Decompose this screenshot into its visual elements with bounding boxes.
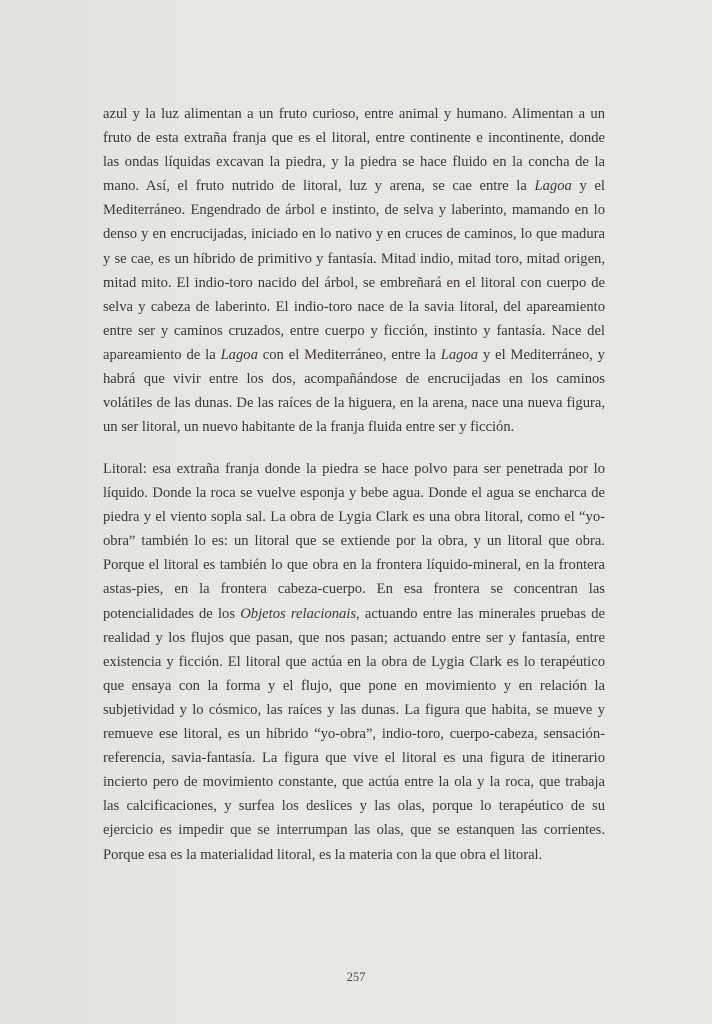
text-line: apareamiento de la Lagoa con el Mediterráneo, entre la Lagoa y el Mediterráneo, y xyxy=(103,346,605,363)
text-line: volátiles de las dunas. De las raíces de la higuera, en la arena, nace una nueva figura, xyxy=(103,395,605,412)
text-line: Mediterráneo. Engendrado de árbol e instinto, de selva y laberinto, mamando en lo xyxy=(103,202,605,219)
text-line: las calcificaciones, y surfea los deslices y las olas, porque lo terapéutico de su xyxy=(103,798,605,815)
page-number: 257 xyxy=(346,970,366,984)
text-line: denso y en encrucijadas, iniciado en lo nativo y en cruces de caminos, lo que madura xyxy=(103,226,605,243)
text-line: ejercicio es impedir que se interrumpan las olas, que se estanquen las corrientes. xyxy=(103,822,605,839)
text-line: selva y cabeza de laberinto. El indio-toro nace de la savia litoral, del apareamiento xyxy=(103,298,605,315)
text-line: las ondas líquidas excavan la piedra, y la piedra se hace fluido en la concha de la xyxy=(103,154,605,171)
text-line: mano. Así, el fruto nutrido de litoral, luz y arena, se cae entre la Lagoa y el xyxy=(103,178,605,195)
text-line: entre ser y caminos cruzados, entre cuerpo y ficción, instinto y fantasía. Nace del xyxy=(103,322,605,339)
text-line: azul y la luz alimentan a un fruto curioso, entre animal y humano. Alimentan a un xyxy=(103,106,605,122)
text-line: incierto pero de movimiento constante, que actúa entre la ola y la roca, que trabaja xyxy=(103,774,605,791)
text-line: y se cae, es un híbrido de primitivo y fantasía. Mitad indio, mitad toro, mitad origen, xyxy=(103,250,605,267)
text-line: Porque el litoral es también lo que obra en la frontera líquido-mineral, en la frontera xyxy=(103,557,605,574)
text-line: piedra y el viento sopla sal. La obra de Lygia Clark es una obra litoral, como el “yo- xyxy=(103,509,605,526)
text-line: subjetividad y lo cósmico, las raíces y las dunas. La figura que habita, se mueve y xyxy=(103,701,605,718)
text-line: remueve ese litoral, es un híbrido “yo-obra”, indio-toro, cuerpo-cabeza, sensación- xyxy=(103,726,605,743)
text-line: habrá que vivir entre los dos, acompañándose de encrucijadas en los caminos xyxy=(103,371,605,388)
text-line: potencialidades de los Objetos relacionais, actuando entre las minerales pruebas de xyxy=(103,605,605,622)
text-line: Porque esa es la materialidad litoral, es la materia con la que obra el litoral. xyxy=(103,846,543,863)
text-line: mitad mito. El indio-toro nacido del árbol, se embreñará en el litoral con cuerpo de xyxy=(103,274,605,291)
text-line: referencia, savia-fantasía. La figura que vive el litoral es una figura de itinerario xyxy=(103,750,605,767)
text-line: fruto de esta extraña franja que es el litoral, entre continente e incontinente, donde xyxy=(103,130,605,147)
paragraph-1 xyxy=(103,102,605,439)
text-line: Litoral: esa extraña franja donde la piedra se hace polvo para ser penetrada por lo xyxy=(103,461,605,477)
text-line: líquido. Donde la roca se vuelve esponja y bebe agua. Donde el agua se encharca de xyxy=(103,485,605,502)
text-line: obra” también lo es: un litoral que se extiende por la obra, y un litoral que obra. xyxy=(103,533,605,550)
text-line: un ser litoral, un nuevo habitante de la franja fluida entre ser y ficción. xyxy=(103,419,515,436)
text-line: astas-pies, en la frontera cabeza-cuerpo. En esa frontera se concentran las xyxy=(103,581,605,598)
text-line: que ensaya con la forma y el flujo, que pone en movimiento y en relación la xyxy=(103,677,605,694)
text-line: realidad y los flujos que pasan, que nos pasan; actuando entre ser y fantasía, entre xyxy=(103,629,605,646)
text-line: existencia y ficción. El litoral que actúa en la obra de Lygia Clark es lo terapéutico xyxy=(103,653,605,670)
paragraph-2 xyxy=(103,457,605,867)
